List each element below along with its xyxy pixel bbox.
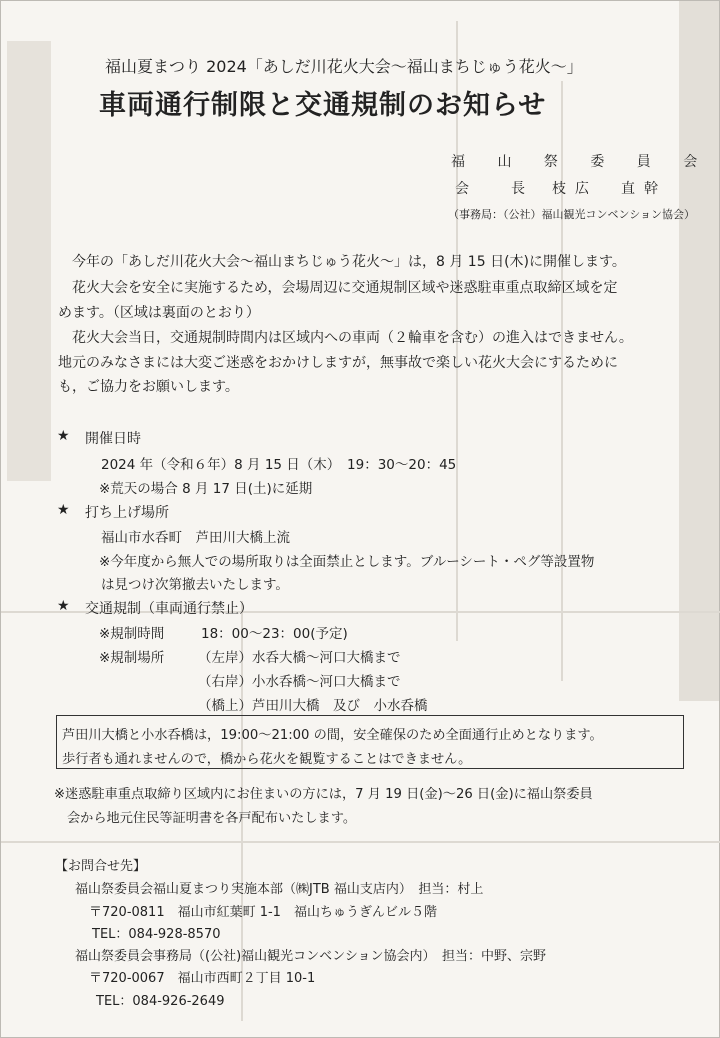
schedule-rain-note: ※荒天の場合 8 月 17 日(土)に延期 bbox=[99, 481, 313, 497]
issuer-office: （事務局：（公社）福山観光コンベンション協会） bbox=[448, 208, 696, 221]
traffic-heading: 交通規制（車両通行禁止） bbox=[85, 601, 253, 617]
contact-address: 〒720-0811 福山市紅葉町 1-1 福山ちゅうぎんビル５階 bbox=[89, 905, 437, 920]
intro-line: 地元のみなさまには大変ご迷惑をおかけしますが，無事故で楽しい花火大会にするために bbox=[58, 355, 618, 371]
launch-note: は見つけ次第撤去いたします。 bbox=[101, 577, 289, 593]
bridge-closure-line: 歩行者も通れませんので，橋から花火を観覧することはできません。 bbox=[62, 752, 472, 767]
contact-heading: 【お問合せ先】 bbox=[55, 859, 147, 874]
intro-line: 今年の「あしだ川花火大会～福山まちじゅう花火～」は，8 月 15 日(木)に開催します。 bbox=[72, 254, 626, 270]
traffic-place: （左岸）水呑大橋～河口大橋まで bbox=[198, 650, 401, 666]
star-bullet-icon: ★ bbox=[57, 502, 70, 518]
traffic-time-value: 18：00～23：00(予定) bbox=[201, 626, 348, 642]
intro-line: めます。（区域は裏面のとおり） bbox=[58, 305, 260, 321]
issuer-organization: 福 山 祭 委 員 会 bbox=[451, 154, 712, 170]
star-bullet-icon: ★ bbox=[57, 598, 70, 614]
intro-line: 花火大会を安全に実施するため，会場周辺に交通規制区域や迷惑駐車重点取締区域を定 bbox=[72, 280, 618, 296]
background-map-line bbox=[1, 841, 720, 843]
launch-heading: 打ち上げ場所 bbox=[85, 505, 169, 521]
contact-tel: TEL：084-928-8570 bbox=[92, 927, 221, 942]
launch-place: 福山市水呑町 芦田川大橋上流 bbox=[101, 530, 290, 546]
contact-address: 〒720-0067 福山市西町２丁目 10-1 bbox=[89, 971, 316, 986]
issuer-chair-name: 枝広 直幹 bbox=[552, 181, 667, 197]
intro-line: 花火大会当日，交通規制時間内は区域内への車両（２輪車を含む）の進入はできません。 bbox=[72, 330, 633, 346]
issuer-chair-role: 会 長 bbox=[455, 181, 539, 197]
traffic-place: （橋上）芦田川大橋 及び 小水呑橋 bbox=[198, 698, 428, 714]
launch-note: ※今年度から無人での場所取りは全面禁止とします。ブルーシート・ペグ等設置物 bbox=[99, 554, 595, 570]
page-title: 車両通行制限と交通規制のお知らせ bbox=[99, 90, 547, 121]
event-subtitle: 福山夏まつり 2024「あしだ川花火大会～福山まちじゅう花火～」 bbox=[105, 57, 583, 76]
background-poster-strip-left bbox=[7, 41, 51, 481]
resident-note: 会から地元住民等証明書を各戸配布いたします。 bbox=[67, 811, 357, 826]
schedule-date: 2024 年（令和６年）8 月 15 日（木） 19：30～20：45 bbox=[101, 457, 457, 473]
star-bullet-icon: ★ bbox=[57, 428, 70, 444]
traffic-place-label: ※規制場所 bbox=[99, 650, 165, 666]
traffic-place: （右岸）小水呑橋～河口大橋まで bbox=[198, 674, 401, 690]
contact-org: 福山祭委員会福山夏まつり実施本部（㈱JTB 福山支店内） 担当：村上 bbox=[75, 882, 484, 897]
resident-note: ※迷惑駐車重点取締り区域内にお住まいの方には，7 月 19 日(金)～26 日(金)に福山祭委員 bbox=[54, 787, 593, 802]
contact-tel: TEL：084-926-2649 bbox=[96, 994, 225, 1009]
traffic-time-label: ※規制時間 bbox=[99, 626, 165, 642]
background-poster-strip-right bbox=[679, 1, 719, 701]
background-map-line bbox=[561, 81, 563, 681]
bridge-closure-line: 芦田川大橋と小水呑橋は，19:00～21:00 の間，安全確保のため全面通行止めとなります。 bbox=[62, 728, 603, 743]
intro-line: も，ご協力をお願いします。 bbox=[58, 379, 239, 395]
schedule-heading: 開催日時 bbox=[85, 431, 141, 447]
contact-org: 福山祭委員会事務局（(公社)福山観光コンベンション協会内） 担当：中野、宗野 bbox=[75, 949, 547, 964]
